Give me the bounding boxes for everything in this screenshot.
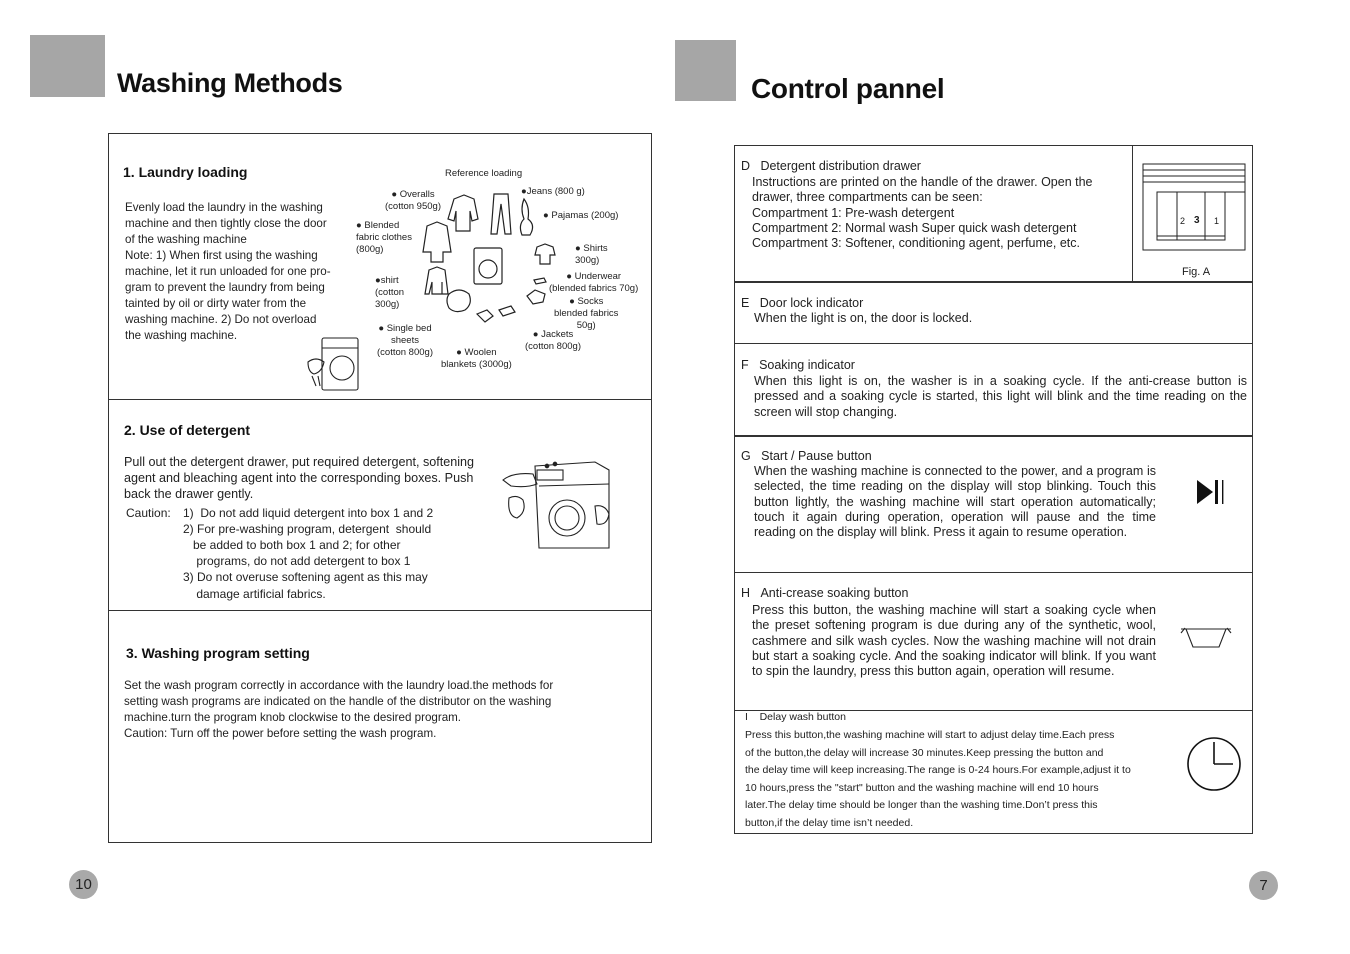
load-item-label: ● Blended fabric clothes (800g) (356, 220, 412, 255)
section-divider (109, 399, 651, 400)
left-header-block (30, 35, 105, 97)
section-program-setting-title: 3. Washing program setting (126, 645, 310, 661)
figure-divider (1132, 146, 1133, 281)
control-d-title (741, 159, 921, 173)
control-name: Detergent distribution drawer (760, 159, 921, 173)
caution-line: be added to both box 1 and 2; for other (183, 538, 401, 552)
section-laundry-loading-title: 1. Laundry loading (123, 164, 248, 180)
laundry-loading-text: Evenly load the laundry in the washing machine and then tightly close the door of the washing machine Note: 1) When first using the washing machine, let it run unloaded for one pro- gram to prevent the laundry from being tainted by oil or dirty water from the washing machine. 2) Do not overload the washing machine. (125, 201, 331, 342)
caution-line: damage artificial fabrics. (183, 587, 326, 601)
laundry-items-illustration (409, 184, 559, 334)
load-item-label: ●Jeans (800 g) (521, 186, 585, 197)
control-key: G (741, 449, 751, 463)
drawer-compartment-number: 1 (1214, 216, 1220, 226)
control-g-title (741, 449, 872, 463)
caution-line: 3) Do not overuse softening agent as this may (183, 570, 428, 584)
control-f-description: When this light is on, the washer is in a soaking cycle. If the anti-crease button is pressed and a soaking cycle is started, this light will blink and the time reading on the screen will stop changing. (754, 374, 1247, 419)
play-pause-icon (1196, 479, 1228, 505)
caution-line: programs, do not add detergent to box 1 (183, 554, 411, 568)
control-i-title (745, 711, 846, 723)
control-key: F (741, 358, 749, 372)
section-divider (109, 610, 651, 611)
caution-label: Caution: (126, 506, 171, 520)
load-item-label: ● Socks blended fabrics 50g) (554, 296, 619, 331)
control-name: Anti-crease soaking button (760, 586, 909, 600)
load-item-label: ● Woolen blankets (3000g) (441, 347, 512, 370)
control-d-description: Instructions are printed on the handle of the drawer. Open the drawer, three compartments can be seen: Compartment 1: Pre-wash detergent Compartment 2: Normal wash Super quick wash detergent Compartment 3: Softener, conditioning agent, perfume, etc. (752, 175, 1093, 251)
section-detergent-title: 2. Use of detergent (124, 422, 251, 438)
row-divider (735, 343, 1252, 344)
control-h-title (741, 586, 908, 600)
control-key: D (741, 159, 751, 173)
left-content-frame (108, 133, 652, 843)
control-name: Delay wash button (759, 711, 846, 723)
figure-caption: Fig. A (1182, 266, 1211, 278)
control-f-title (741, 358, 855, 372)
control-h-description: Press this button, the washing machine will start a soaking cycle when the preset softening program is due during any of the synthetic, wool, cashmere and silk wash cycles. Now the washing machine will not drain but start a soaking cycle. And the soaking indicator will blink. If you want to spin the laundry, press this button again, operation will resume. (752, 603, 1156, 679)
control-e-description: When the light is on, the door is locked. (754, 311, 973, 325)
detergent-drawer-figure (1141, 162, 1247, 252)
control-name: Start / Pause button (761, 449, 872, 463)
control-g-description: When the washing machine is connected to the power, and a program is selected, the time reading on the display will stop blinking. Touch this button lightly, the washing machine will start operation automatically; touch it again during operation, operation will pause and the time reading on the display will blink. Press it again to resume operation. (754, 464, 1156, 540)
reference-loading-label: Reference loading (445, 168, 523, 179)
drawer-compartment-number: 3 (1194, 215, 1200, 226)
right-page-number: 7 (1249, 871, 1278, 900)
washer-loading-illustration (304, 332, 362, 394)
control-name: Soaking indicator (759, 358, 855, 372)
load-item-label: ● Jackets (cotton 800g) (525, 329, 581, 352)
row-divider (735, 435, 1252, 437)
control-i-description: Press this button,the washing machine will start to adjust delay time.Each press of the button,the delay will increase 30 minutes.Keep pressing the button and the delay time will keep increasing.The range is 0-24 hours.For example,adjust it to 10 hours,press the "start" button and the washing machine will end 10 hours later.The delay time should be longer than the washing time.Don’t press this button,if the delay time isn’t needed. (745, 729, 1131, 829)
detergent-text: Pull out the detergent drawer, put required detergent, softening agent and bleaching agent into the corresponding boxes. Push back the drawer gently. (124, 455, 475, 501)
control-panel-frame (734, 145, 1253, 834)
right-header-block (675, 40, 736, 101)
clock-icon (1186, 736, 1242, 792)
row-divider (735, 281, 1252, 283)
caution-line: 2) For pre-washing program, detergent should (183, 522, 432, 536)
load-item-label: ● Shirts 300g) (575, 243, 608, 266)
row-divider (735, 572, 1252, 573)
caution-line: 1) Do not add liquid detergent into box 1 and 2 (183, 506, 434, 520)
control-e-title (741, 296, 863, 310)
load-item-label: ● Overalls (cotton 950g) (385, 189, 441, 212)
control-key: I (745, 711, 748, 723)
control-key: H (741, 586, 751, 600)
detergent-drawer-illustration (495, 456, 623, 556)
left-page-title: Washing Methods (117, 68, 343, 98)
drawer-compartment-number: 2 (1180, 216, 1186, 226)
control-name: Door lock indicator (759, 296, 864, 310)
load-item-label: ● Pajamas (200g) (543, 210, 619, 221)
load-item-label: ● Underwear (blended fabrics 70g) (549, 271, 639, 294)
load-item-label: ● Single bed sheets (cotton 800g) (377, 323, 433, 358)
load-item-label: ●shirt (cotton 300g) (375, 275, 405, 310)
control-key: E (741, 296, 750, 310)
program-setting-text: Set the wash program correctly in accordance with the laundry load.the methods for setting wash programs are indicated on the handle of the distributor on the washing machine.turn the program knob clockwise to the desired program. Caution: Turn off the power before setting the wash program. (124, 679, 554, 740)
right-page-title: Control pannel (751, 73, 945, 104)
soak-tub-icon (1180, 626, 1232, 650)
left-page-number: 10 (69, 870, 98, 899)
